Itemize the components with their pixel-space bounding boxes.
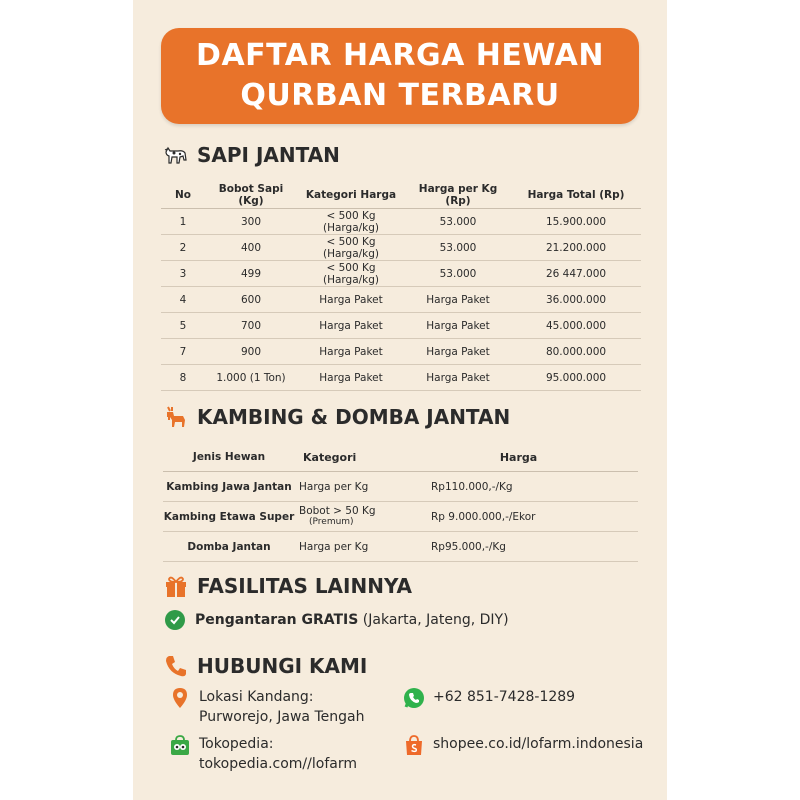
lokasi-contact: [169, 687, 364, 727]
fasilitas-item: [165, 610, 509, 630]
title-banner: [161, 28, 639, 124]
sapi-cell-harga-kg: Harga Paket: [405, 365, 511, 391]
kambing-price-table: [163, 443, 638, 562]
gift-icon: [163, 573, 189, 599]
kontak-section-title: [163, 653, 367, 679]
sapi-cell-kategori: Harga Paket: [297, 313, 405, 339]
sapi-cell-harga-kg: 53.000: [405, 261, 511, 287]
sapi-cell-harga-total: 26 447.000: [511, 261, 641, 287]
kambing-cell-jenis: Kambing Jawa Jantan: [163, 472, 295, 502]
sapi-row: [161, 287, 641, 313]
price-poster: [133, 0, 667, 800]
sapi-header-bobot: Bobot Sapi (Kg): [205, 181, 297, 209]
whatsapp-contact[interactable]: [403, 687, 575, 709]
sapi-row: [161, 313, 641, 339]
kambing-kategori-text: Harga per Kg: [299, 480, 369, 493]
kambing-row: [163, 532, 638, 562]
sapi-cell-harga-kg: 53.000: [405, 209, 511, 235]
sapi-cell-no: 5: [161, 313, 205, 339]
shopee-contact[interactable]: [403, 734, 643, 756]
fasilitas-section-title: [163, 573, 412, 599]
sapi-cell-harga-total: 80.000.000: [511, 339, 641, 365]
sapi-price-table: [161, 181, 641, 391]
sapi-cell-kategori: < 500 Kg (Harga/kg): [297, 209, 405, 235]
kambing-cell-jenis: Kambing Etawa Super: [163, 502, 295, 532]
kambing-header-jenis: Jenis Hewan: [163, 443, 295, 472]
kambing-row: [163, 502, 638, 532]
sapi-cell-bobot: 300: [205, 209, 297, 235]
goat-icon: [163, 404, 189, 430]
sapi-cell-kategori: Harga Paket: [297, 287, 405, 313]
sapi-cell-kategori: < 500 Kg (Harga/kg): [297, 261, 405, 287]
sapi-cell-harga-total: 45.000.000: [511, 313, 641, 339]
sapi-row: [161, 235, 641, 261]
sapi-cell-harga-kg: Harga Paket: [405, 313, 511, 339]
fasilitas-bold: Pengantaran GRATIS: [195, 612, 359, 628]
tokopedia-label: Tokopedia:: [199, 736, 274, 752]
sapi-cell-bobot: 600: [205, 287, 297, 313]
sapi-cell-harga-kg: Harga Paket: [405, 339, 511, 365]
kambing-header-row: [163, 443, 638, 472]
kambing-header-harga: Harga: [399, 443, 638, 472]
kambing-section-title: [163, 404, 510, 430]
cow-icon: [163, 142, 189, 168]
sapi-row: [161, 209, 641, 235]
sapi-cell-bobot: 700: [205, 313, 297, 339]
kambing-header-kategori: Kategori: [295, 443, 399, 472]
sapi-cell-kategori: Harga Paket: [297, 339, 405, 365]
sapi-cell-kategori: Harga Paket: [297, 365, 405, 391]
tokopedia-contact[interactable]: [169, 734, 357, 774]
sapi-header-harga-total: Harga Total (Rp): [511, 181, 641, 209]
sapi-heading: SAPI JANTAN: [197, 143, 340, 167]
shopee-icon: [403, 734, 425, 756]
sapi-cell-bobot: 1.000 (1 Ton): [205, 365, 297, 391]
sapi-cell-no: 3: [161, 261, 205, 287]
kambing-cell-kategori: [295, 472, 399, 502]
tokopedia-icon: [169, 734, 191, 756]
sapi-row: [161, 365, 641, 391]
lokasi-value: Purworejo, Jawa Tengah: [199, 709, 365, 725]
sapi-cell-bobot: 400: [205, 235, 297, 261]
sapi-cell-no: 2: [161, 235, 205, 261]
kambing-kategori-text: Harga per Kg: [299, 540, 369, 553]
sapi-cell-harga-total: 15.900.000: [511, 209, 641, 235]
sapi-cell-harga-total: 95.000.000: [511, 365, 641, 391]
lokasi-label: Lokasi Kandang:: [199, 689, 314, 705]
sapi-section-title: [163, 142, 340, 168]
kambing-cell-kategori: [295, 502, 399, 532]
kambing-cell-jenis: Domba Jantan: [163, 532, 295, 562]
sapi-cell-no: 4: [161, 287, 205, 313]
kambing-cell-harga: Rp95.000,-/Kg: [399, 532, 638, 562]
fasilitas-text: [195, 612, 509, 628]
sapi-header-row: [161, 181, 641, 209]
sapi-cell-harga-total: 36.000.000: [511, 287, 641, 313]
sapi-cell-harga-kg: 53.000: [405, 235, 511, 261]
whatsapp-number[interactable]: +62 851-7428-1289: [433, 689, 576, 705]
kambing-kategori-text: Bobot > 50 Kg: [299, 504, 376, 517]
title-line-2: QURBAN TERBARU: [240, 78, 560, 113]
sapi-cell-no: 8: [161, 365, 205, 391]
sapi-row: [161, 339, 641, 365]
kambing-cell-harga: Rp110.000,-/Kg: [399, 472, 638, 502]
sapi-header-no: No: [161, 181, 205, 209]
shopee-link[interactable]: shopee.co.id/lofarm.indonesia: [433, 736, 644, 752]
tokopedia-link[interactable]: tokopedia.com//lofarm: [199, 756, 357, 772]
fasilitas-detail: (Jakarta, Jateng, DIY): [358, 612, 509, 628]
phone-icon: [163, 653, 189, 679]
sapi-row: [161, 261, 641, 287]
check-circle-icon: [165, 610, 185, 630]
sapi-cell-bobot: 900: [205, 339, 297, 365]
kontak-heading: HUBUNGI KAMI: [197, 654, 368, 678]
sapi-cell-bobot: 499: [205, 261, 297, 287]
sapi-cell-kategori: < 500 Kg (Harga/kg): [297, 235, 405, 261]
kambing-row: [163, 472, 638, 502]
title-line-1: DAFTAR HARGA HEWAN: [196, 38, 604, 73]
sapi-cell-harga-kg: Harga Paket: [405, 287, 511, 313]
sapi-cell-harga-total: 21.200.000: [511, 235, 641, 261]
sapi-cell-no: 1: [161, 209, 205, 235]
fasilitas-heading: FASILITAS LAINNYA: [197, 574, 412, 598]
kambing-cell-harga: Rp 9.000.000,-/Ekor: [399, 502, 638, 532]
location-pin-icon: [169, 687, 191, 709]
kambing-kategori-sub: (Premum): [309, 516, 354, 527]
sapi-header-kategori: Kategori Harga: [297, 181, 405, 209]
whatsapp-icon: [403, 687, 425, 709]
kambing-heading: KAMBING & DOMBA JANTAN: [197, 405, 511, 429]
sapi-cell-no: 7: [161, 339, 205, 365]
sapi-header-harga-kg: Harga per Kg (Rp): [405, 181, 511, 209]
kambing-cell-kategori: [295, 532, 399, 562]
